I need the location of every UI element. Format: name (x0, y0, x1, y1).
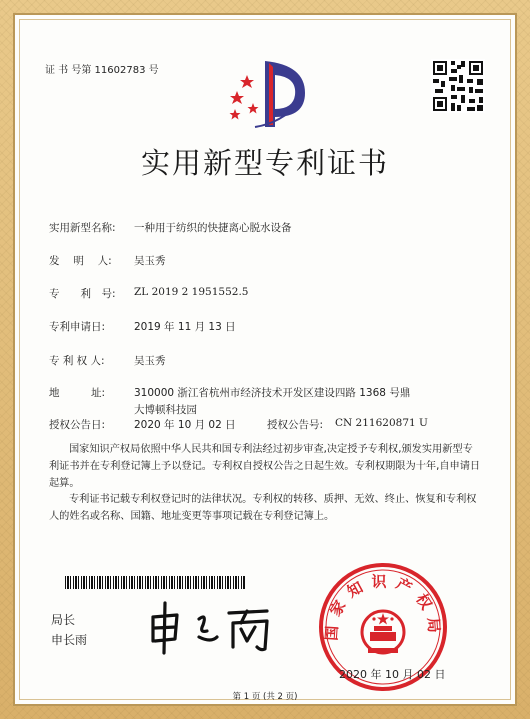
patent-office-logo (225, 53, 311, 133)
field-label-patent-number: 专 利 号: (49, 288, 116, 300)
seal-date: 2020 年 10 月 02 日 (339, 668, 446, 681)
field-value-announce-date: 2020 年 10 月 02 日 (134, 419, 236, 431)
grant-paragraph: 国家知识产权局依照中华人民共和国专利法经过初步审查,决定授予专利权,颁发实用新型专利证书并在专利登记簿上予以登记。专利权自授权公告之日起生效。专利权期限为十年,自申请日起算。 (49, 444, 481, 489)
director-name: 申长雨 (51, 633, 88, 647)
field-value-inventor: 吴玉秀 (134, 255, 166, 267)
director-title: 局长 (51, 613, 76, 627)
certificate-number: 证 书 号第 11602783 号 (45, 65, 159, 76)
field-label-utility-model-name: 实用新型名称: (49, 222, 116, 234)
barcode (65, 576, 245, 589)
field-label-inventor: 发 明 人: (49, 255, 112, 267)
page-footer: 第 1 页 (共 2 页) (232, 692, 298, 702)
field-value-utility-model-name: 一种用于纺织的快捷离心脱水设备 (134, 222, 292, 234)
certificate-title: 实用新型专利证书 (140, 146, 389, 180)
seal-text: 国家知识产权局 (322, 572, 444, 642)
field-label-announce-number: 授权公告号: (267, 419, 324, 431)
qr-code (431, 59, 485, 113)
field-value-announce-number: CN 211620871 U (335, 417, 428, 429)
field-label-announce-date: 授权公告日: (49, 419, 106, 431)
field-label-application-date: 专利申请日: (49, 321, 106, 333)
field-label-patentee: 专 利 权 人: (49, 355, 105, 367)
field-label-address: 地 址: (49, 387, 106, 399)
field-value-patent-number: ZL 2019 2 1951552.5 (134, 286, 249, 298)
field-value-address: 310000 浙江省杭州市经济技术开发区建设四路 1368 号鼎 (134, 387, 411, 399)
field-value-patentee: 吴玉秀 (134, 355, 166, 367)
field-value-application-date: 2019 年 11 月 13 日 (134, 321, 236, 333)
field-value-address-line2: 大博顿科技园 (134, 404, 197, 416)
director-signature (143, 597, 279, 657)
certificate-sheet (13, 13, 517, 706)
legal-status-paragraph: 专利证书记载专利权登记时的法律状况。专利权的转移、质押、无效、终止、恢复和专利权人的姓名或名称、国籍、地址变更等事项记载在专利登记簿上。 (49, 494, 477, 522)
national-emblem-icon (362, 611, 404, 653)
